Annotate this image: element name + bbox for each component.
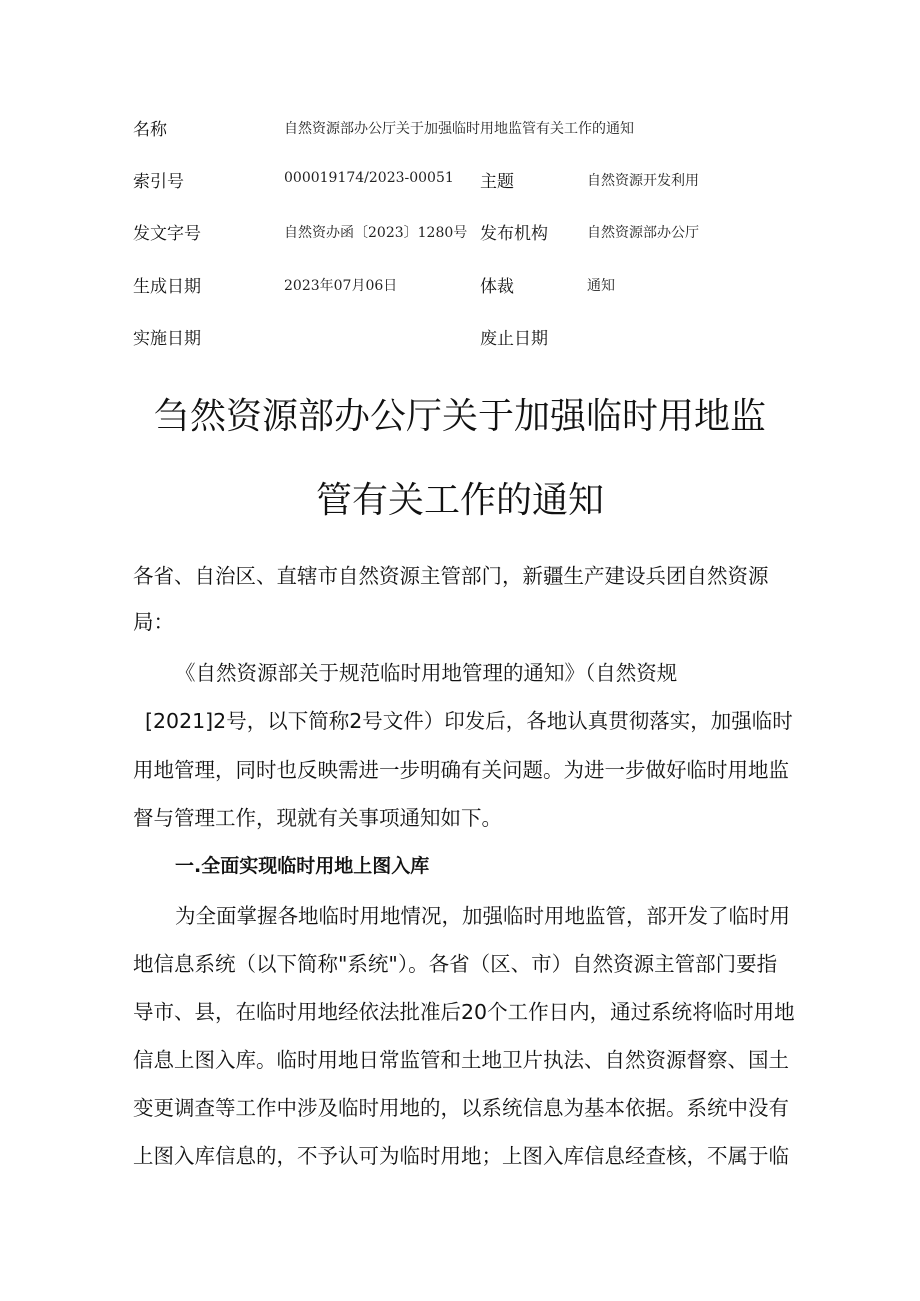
doc-number-value: 自然资办函〔2023〕1280号 xyxy=(284,225,468,241)
paragraph-2-line-3: 导市、县，在临时用地经依法批准后20个工作日内，通过系统将临时用地 xyxy=(133,1000,795,1024)
subject-label: 主题 xyxy=(480,172,514,192)
salutation-line-1: 各省、自治区、直辖市自然资源主管部门，新疆生产建设兵团自然资源 xyxy=(133,564,769,588)
index-value: 000019174/2023-00051 xyxy=(284,170,454,186)
issuer-value: 自然资源部办公厅 xyxy=(587,225,699,241)
salutation-line-2: 局： xyxy=(133,610,174,634)
paragraph-2-line-6: 上图入库信息的，不予认可为临时用地；上图入库信息经查核，不属于临 xyxy=(133,1144,789,1168)
doc-number-label: 发文字号 xyxy=(133,224,201,244)
paragraph-1-line-3: 用地管理，同时也反映需进一步明确有关问题。为进一步做好临时用地监 xyxy=(133,758,789,782)
paragraph-1-line-1: 《自然资源部关于规范临时用地管理的通知》（自然资规 xyxy=(175,661,678,685)
effective-date-label: 实施日期 xyxy=(133,329,201,349)
document-title-line-2: 管有关工作的通知 xyxy=(315,480,604,521)
paragraph-1-line-4: 督与管理工作，现就有关事项通知如下。 xyxy=(133,806,502,830)
section-1-heading: 一.全面实现临时用地上图入库 xyxy=(175,855,430,877)
genre-label: 体裁 xyxy=(480,277,514,297)
genre-value: 通知 xyxy=(587,278,615,294)
paragraph-2-line-4: 信息上图入库。临时用地日常监管和土地卫片执法、自然资源督察、国土 xyxy=(133,1048,789,1072)
paragraph-2-line-5: 变更调查等工作中涉及临时用地的，以系统信息为基本依据。系统中没有 xyxy=(133,1096,789,1120)
abolished-date-label: 废止日期 xyxy=(480,329,548,349)
issuer-label: 发布机构 xyxy=(480,224,548,244)
subject-value: 自然资源开发利用 xyxy=(587,173,699,189)
document-title-line-1: 刍然资源部办公厅关于加强临时用地监 xyxy=(153,396,766,437)
index-label: 索引号 xyxy=(133,172,184,192)
created-value: 2023年07月06日 xyxy=(284,278,398,294)
name-label: 名称 xyxy=(133,120,167,140)
created-label: 生成日期 xyxy=(133,277,201,297)
paragraph-2-line-1: 为全面掌握各地临时用地情况，加强临时用地监管，部开发了临时用 xyxy=(175,904,790,928)
paragraph-1-line-2: [2021]2号，以下简称2号文件）印发后，各地认真贯彻落实，加强临时 xyxy=(145,709,793,733)
name-value: 自然资源部办公厅关于加强临时用地监管有关工作的通知 xyxy=(284,121,634,137)
paragraph-2-line-2: 地信息系统（以下简称"系统"）。各省（区、市）自然资源主管部门要指 xyxy=(133,952,778,976)
